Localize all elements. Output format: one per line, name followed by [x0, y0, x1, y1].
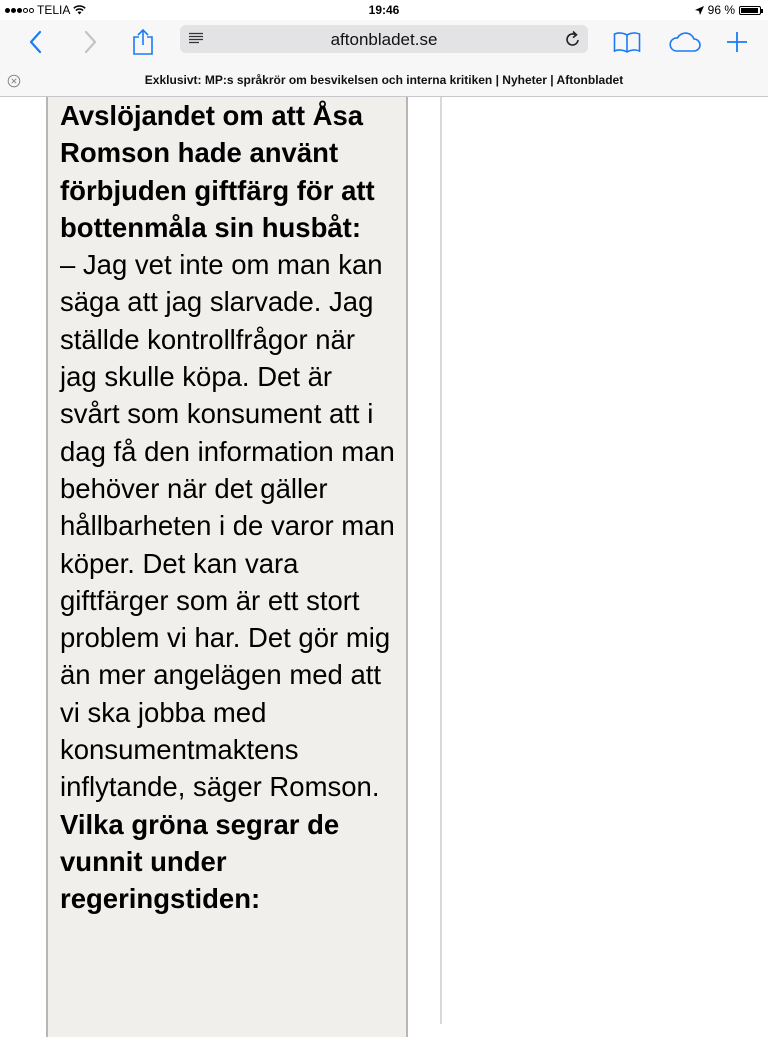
forward-button[interactable]: [76, 27, 106, 57]
bookmarks-button[interactable]: [612, 27, 642, 57]
article-column: [46, 97, 408, 1037]
answer-paragraph: – Jag vet inte om man kan säga att jag slarvade. Jag ställde kontrollfrågor när jag skulle köpa. Det är svårt som konsument att i dag få den information man behöver när det gäller hållbarheten i de varor man köper. Det kan vara giftfärger som är ett stort problem vi har. Det gör mig än mer angelägen med att vi ska jobba med konsumentmaktens inflytande, säger Romson.: [60, 249, 395, 803]
battery-icon: [739, 6, 761, 15]
new-tab-button[interactable]: [722, 27, 752, 57]
question-heading: Vilka gröna segrar de vunnit under regeringstiden:: [60, 808, 340, 915]
chevron-right-icon: [84, 30, 98, 54]
share-icon: [132, 28, 154, 56]
tab-bar: [0, 64, 768, 97]
address-bar[interactable]: [180, 25, 588, 53]
icloud-tabs-button[interactable]: [667, 27, 703, 57]
cloud-icon: [668, 31, 702, 53]
status-bar: [0, 0, 768, 20]
address-text: aftonbladet.se: [330, 30, 438, 49]
chevron-left-icon: [28, 30, 42, 54]
column-divider: [440, 97, 442, 1024]
location-arrow-icon: [695, 6, 704, 15]
battery-fill: [741, 8, 758, 13]
back-button[interactable]: [20, 27, 50, 57]
battery-percent: 96 %: [707, 3, 735, 17]
browser-toolbar: [0, 20, 768, 64]
reload-icon[interactable]: [565, 30, 581, 48]
status-right-group: [695, 3, 761, 17]
tab-title[interactable]: Exklusivt: MP:s språkrör om besvikelsen och interna kritiken | Nyheter | Aftonbladet: [144, 73, 624, 87]
battery-nub: [761, 9, 763, 13]
carrier-name: TELIA: [37, 3, 71, 17]
clock: 19:46: [368, 3, 400, 17]
question-heading: Avslöjandet om att Åsa Romson hade använt förbjuden giftfärg för att bottenmåla sin husbåt:: [60, 100, 375, 243]
share-button[interactable]: [128, 27, 158, 57]
plus-icon: [726, 31, 748, 53]
book-icon: [613, 31, 641, 53]
